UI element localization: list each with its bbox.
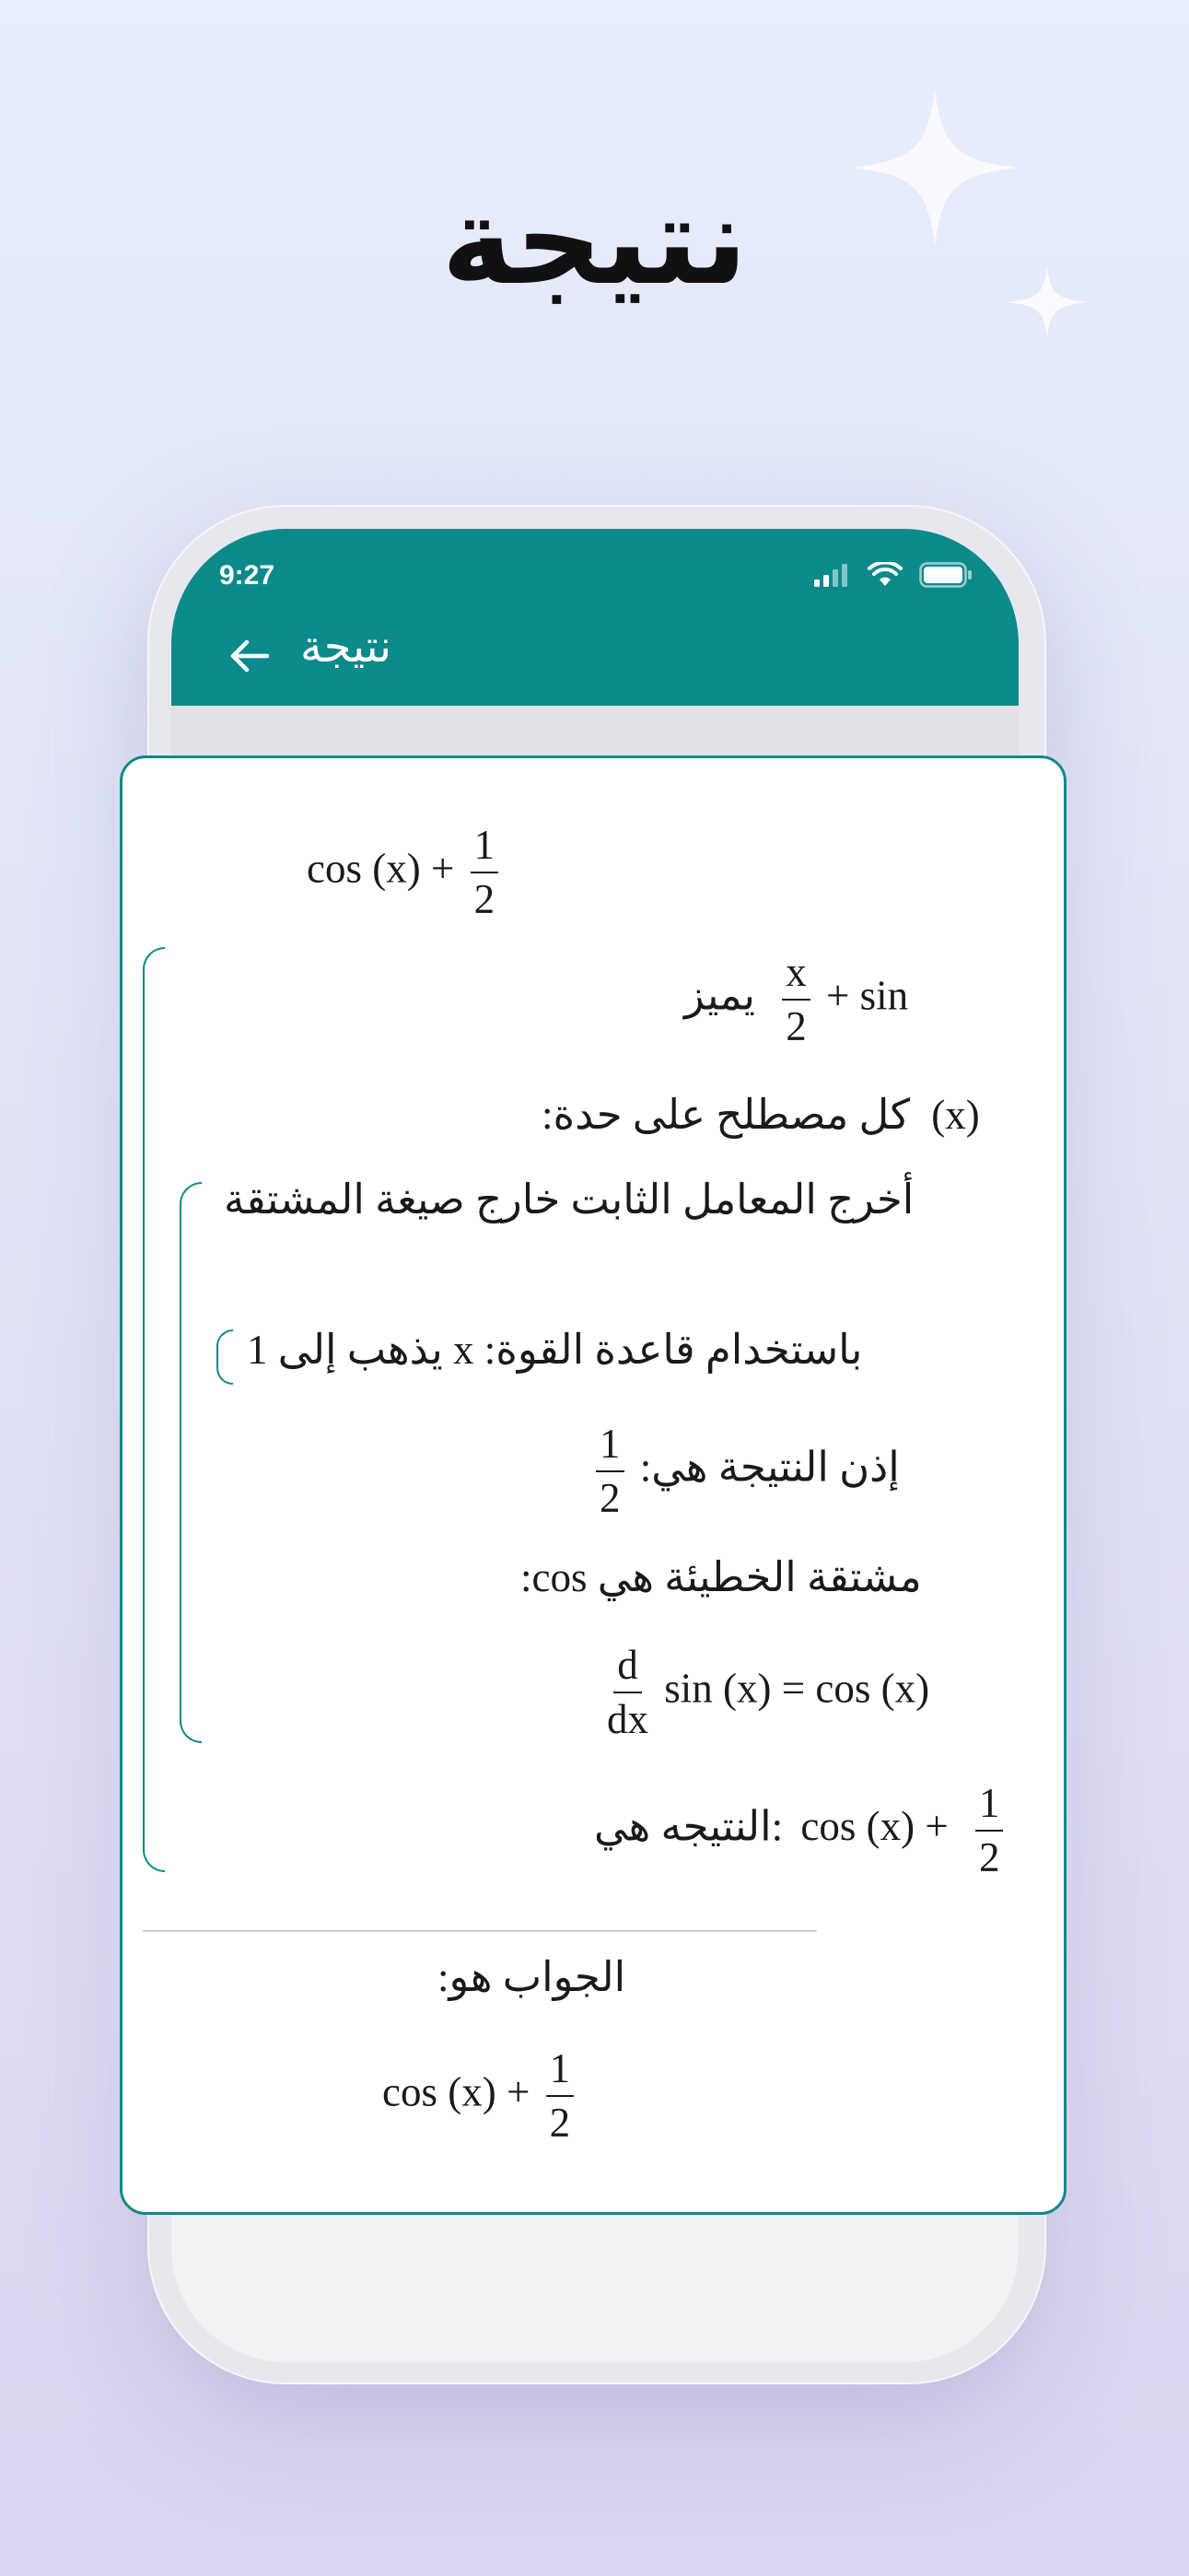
fraction-numerator: 1 xyxy=(471,825,499,873)
fraction-denominator: 2 xyxy=(473,876,495,922)
expression xyxy=(307,822,504,922)
answer-expr-text: cos (x) + xyxy=(382,2068,530,2115)
page-heading: نتيجة xyxy=(441,170,748,312)
result-line-text: :النتيجه هي xyxy=(594,1803,784,1850)
differentiate-tail: + sin xyxy=(825,972,909,1019)
answer-fraction xyxy=(546,2045,575,2146)
answer-divider xyxy=(143,1930,817,1932)
derivative-text: sin (x) = cos (x) xyxy=(664,1665,930,1712)
fraction-denominator: 2 xyxy=(786,1003,807,1049)
app-bar xyxy=(171,529,1019,706)
answer-label: الجواب هو: xyxy=(437,1954,626,2000)
so-result-text: إذن النتيجة هي: xyxy=(639,1444,900,1491)
each-term-step xyxy=(542,1090,980,1139)
derivative-operator xyxy=(607,1642,648,1742)
arrow-left-icon[interactable] xyxy=(228,638,271,674)
wifi-icon xyxy=(868,562,903,588)
fraction-denominator: 2 xyxy=(978,1834,1000,1880)
differentiate-step xyxy=(684,949,909,1049)
status-icons xyxy=(814,562,973,588)
status-time: 9:27 xyxy=(219,560,275,591)
fraction-numerator: 1 xyxy=(546,2048,575,2097)
power-rule-bracket xyxy=(216,1329,233,1385)
inner-bracket xyxy=(180,1182,202,1743)
signal-icon xyxy=(814,563,851,587)
result-card xyxy=(120,755,1067,2215)
so-result-step xyxy=(590,1423,900,1519)
power-rule-step: باستخدام قاعدة القوة: x يذهب إلى 1 xyxy=(247,1327,863,1373)
fraction-denominator: 2 xyxy=(549,2100,571,2146)
result-line-fraction xyxy=(975,1780,1004,1880)
constant-rule-step: أخرج المعامل الثابت خارج صيغة المشتقة xyxy=(224,1177,915,1223)
so-result-fraction xyxy=(596,1423,624,1519)
battery-icon xyxy=(919,562,973,588)
result-line-step xyxy=(594,1780,1008,1880)
outer-bracket xyxy=(143,947,165,1872)
result-line-expr: cos (x) + xyxy=(800,1803,949,1850)
expression-text: cos (x) + xyxy=(307,845,455,892)
fraction-numerator: 1 xyxy=(975,1783,1004,1832)
fraction-numerator: 1 xyxy=(596,1423,624,1472)
app-bar-title: نتيجة xyxy=(300,621,392,673)
derivative-numerator: d xyxy=(613,1645,642,1693)
fraction-numerator: x xyxy=(782,952,810,1001)
each-term-var: (x) xyxy=(931,1092,980,1138)
content-background xyxy=(171,706,1019,761)
fraction-denominator: 2 xyxy=(600,1475,621,1521)
expression-fraction xyxy=(471,822,499,922)
derivative-formula xyxy=(601,1642,930,1742)
each-term-text: كل مصطلح على حدة: xyxy=(542,1092,911,1138)
differentiate-fraction xyxy=(782,949,810,1049)
answer-expression xyxy=(382,2045,579,2146)
differentiate-label: يميز xyxy=(684,972,755,1019)
derivative-denominator: dx xyxy=(607,1696,648,1742)
linear-derivative-step: مشتقة الخطيئة هي cos: xyxy=(520,1554,922,1600)
